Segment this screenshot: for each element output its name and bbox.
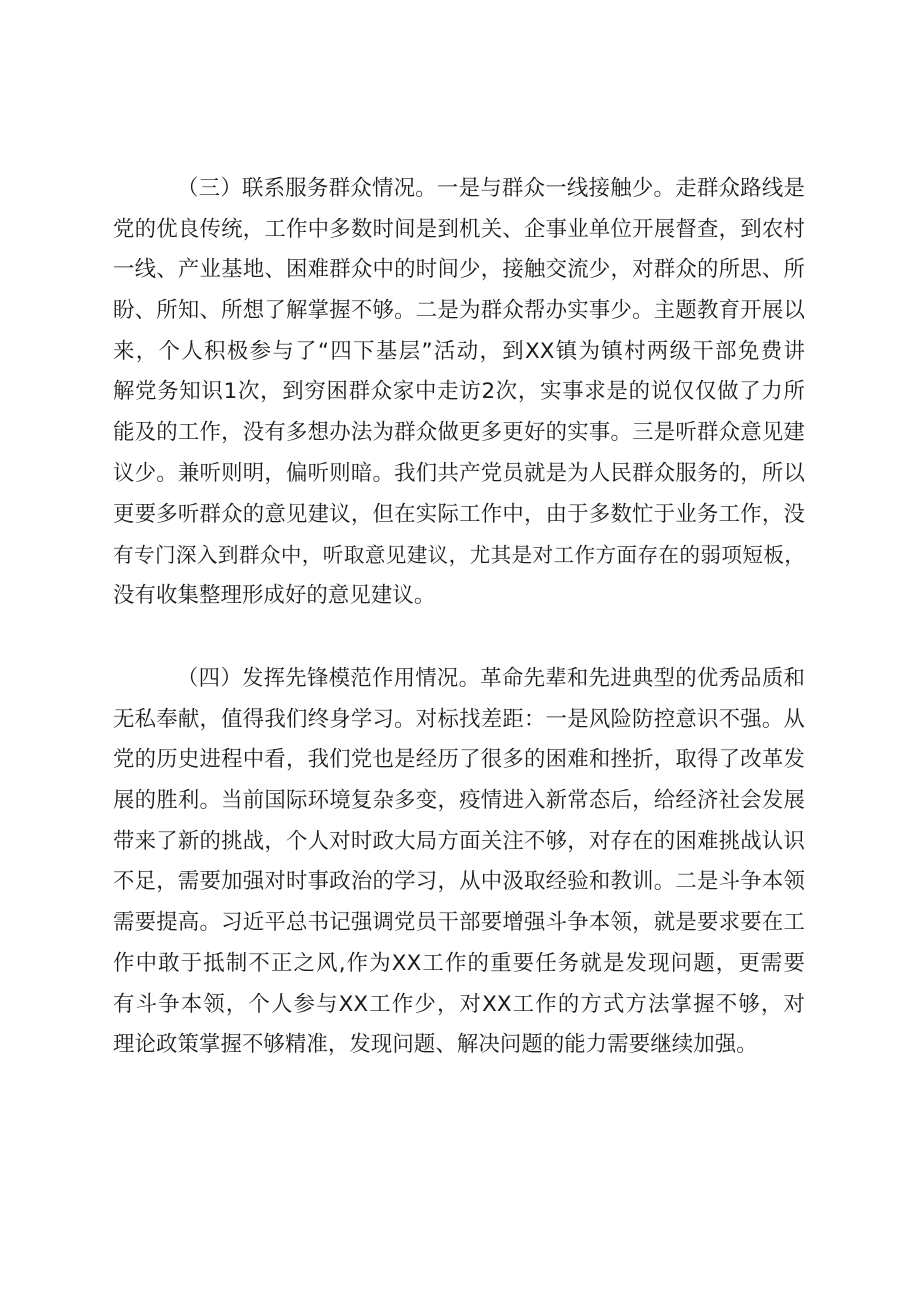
paragraph-line: 需要提高。习近平总书记强调党员干部要增强斗争本领，就是要求要在工 [113,910,805,936]
paragraph-line: 更要多听群众的意见建议，但在实际工作中，由于多数忙于业务工作，没 [113,501,805,527]
paragraph-vanguard-role [113,659,805,1066]
paragraph-line: 党的优良传统，工作中多数时间是到机关、企事业单位开展督查，到农村 [113,216,805,242]
paragraph-line: 不足，需要加强对时事政治的学习，从中汲取经验和教训。二是斗争本领 [113,869,805,895]
paragraph-line: 没有收集整理形成好的意见建议。 [113,582,436,608]
paragraph-line: 盼、所知、所想了解掌握不够。二是为群众帮办实事少。主题教育开展以 [113,298,805,324]
paragraph-line: 来，个人积极参与了“四下基层”活动，到XX镇为镇村两级干部免费讲 [113,338,805,364]
paragraph-line: 带来了新的挑战，个人对时政大局方面关注不够，对存在的困难挑战认识 [113,828,805,854]
paragraph-contact-serve-masses [113,169,805,617]
paragraph-line: 展的胜利。当前国际环境复杂多变，疫情进入新常态后，给经济社会发展 [113,788,805,814]
paragraph-line: 有专门深入到群众中，听取意见建议，尤其是对工作方面存在的弱项短板， [113,543,805,568]
paragraph-line: 作中敢于抵制不正之风,作为XX工作的重要任务就是发现问题，更需要 [113,950,805,976]
paragraph-line: 理论政策掌握不够精准，发现问题、解决问题的能力需要继续加强。 [113,1032,758,1058]
paragraph-line: （四）发挥先锋模范作用情况。革命先辈和先进典型的优秀品质和 [177,666,805,691]
paragraph-line: 议少。兼听则明，偏听则暗。我们共产党员就是为人民群众服务的，所以 [113,460,805,486]
paragraph-line: 党的历史进程中看，我们党也是经历了很多的困难和挫折，取得了改革发 [113,747,805,773]
paragraph-line: （三）联系服务群众情况。一是与群众一线接触少。走群众路线是 [177,176,805,201]
paragraph-line: 有斗争本领，个人参与XX工作少，对XX工作的方式方法掌握不够，对 [113,991,805,1017]
paragraph-line: 一线、产业基地、困难群众中的时间少，接触交流少，对群众的所思、所 [113,257,805,283]
paragraph-line: 无私奉献，值得我们终身学习。对标找差距：一是风险防控意识不强。从 [113,706,805,732]
paragraph-line: 能及的工作，没有多想办法为群众做更多更好的实事。三是听群众意见建 [113,420,805,446]
paragraph-line: 解党务知识1次，到穷困群众家中走访2次，实事求是的说仅仅做了力所 [113,379,805,405]
